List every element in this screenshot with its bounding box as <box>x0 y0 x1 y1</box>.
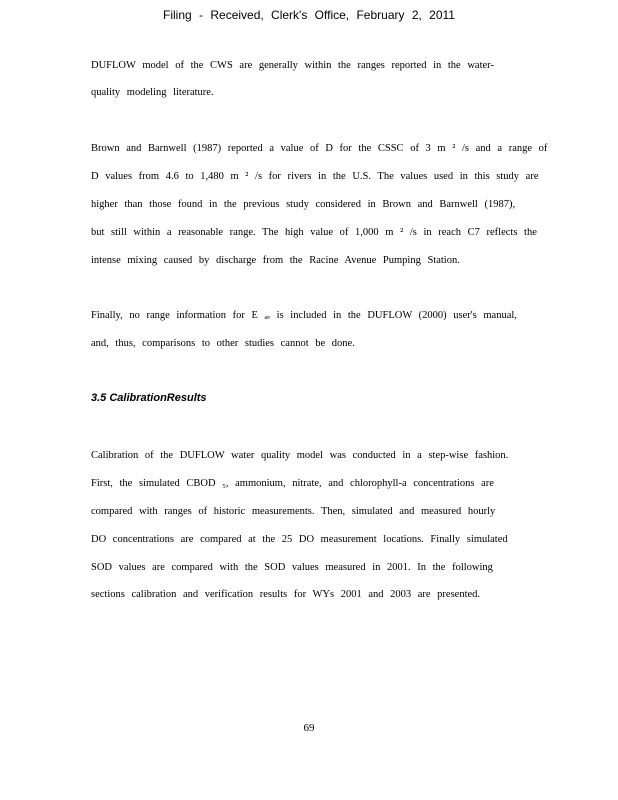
text-line: D values from 4.6 to 1,480 m ² /s for rivers in the U.S. The values used in this study are <box>91 171 539 182</box>
text-line: Finally, no range information for E ₐₑ is included in the DUFLOW (2000) user's manual, <box>91 310 517 321</box>
text-line: but still within a reasonable range. The high value of 1,000 m ² /s in reach C7 reflects the <box>91 227 537 238</box>
text-line: DO concentrations are compared at the 25 DO measurement locations. Finally simulated <box>91 534 508 545</box>
section-heading: 3.5 CalibrationResults <box>91 392 207 404</box>
text-line: compared with ranges of historic measurements. Then, simulated and measured hourly <box>91 506 496 517</box>
text-line: intense mixing caused by discharge from the Racine Avenue Pumping Station. <box>91 255 460 266</box>
page-number: 69 <box>303 722 315 734</box>
text-line: and, thus, comparisons to other studies cannot be done. <box>91 338 355 349</box>
text-line: higher than those found in the previous study considered in Brown and Barnwell (1987), <box>91 199 516 210</box>
text-line: SOD values are compared with the SOD values measured in 2001. In the following <box>91 562 493 573</box>
text-line: DUFLOW model of the CWS are generally within the ranges reported in the water- <box>91 60 494 71</box>
text-line: Calibration of the DUFLOW water quality model was conducted in a step-wise fashion. <box>91 450 509 461</box>
text-line: Brown and Barnwell (1987) reported a value of D for the CSSC of 3 m ² /s and a range of <box>91 143 548 154</box>
text-line: quality modeling literature. <box>91 87 214 98</box>
filing-header: Filing - Received, Clerk's Office, February 2, 2011 <box>163 8 455 22</box>
text-line: sections calibration and verification results for WYs 2001 and 2003 are presented. <box>91 589 481 600</box>
text-line: First, the simulated CBOD ₅, ammonium, nitrate, and chlorophyll-a concentrations are <box>91 478 494 489</box>
